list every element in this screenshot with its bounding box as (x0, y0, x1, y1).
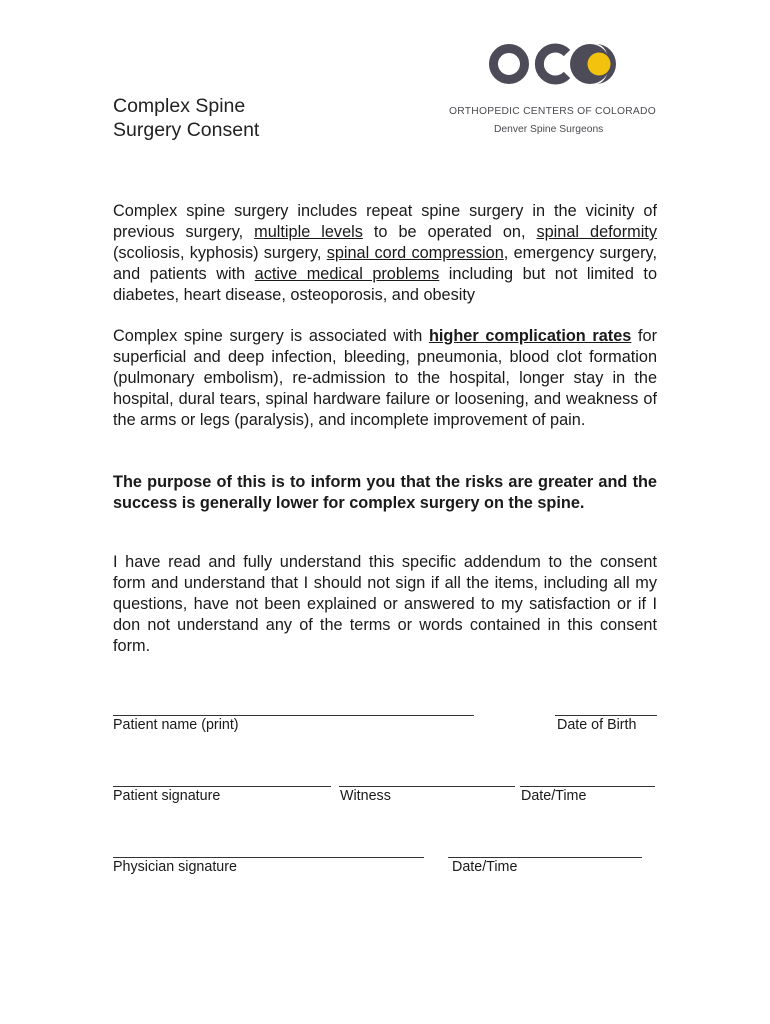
underlined-term: spinal cord compression (326, 244, 504, 262)
paragraph-purpose: The purpose of this is to inform you that the risks are greater and the success is generally lower for complex surgery on the spine. (113, 473, 657, 512)
patient-name-label: Patient name (print) (113, 717, 239, 733)
text-run: including but not limited to diabetes, heart disease, osteoporosis, and obesity (113, 265, 657, 304)
date-time-line-2[interactable] (448, 857, 642, 858)
page-title (113, 94, 259, 142)
date-time-line-1[interactable] (520, 786, 655, 787)
date-time-label-1: Date/Time (521, 788, 587, 804)
org-subtitle: Denver Spine Surgeons (494, 124, 604, 135)
text-run: Complex spine surgery includes repeat spine surgery in the vicinity of previous surgery, (113, 202, 657, 241)
text-run: (scoliosis, kyphosis) surgery, (113, 244, 327, 262)
date-of-birth-label: Date of Birth (557, 717, 637, 733)
occ-logo-mark (489, 40, 619, 90)
occ-logo (449, 40, 659, 140)
text-run: for superficial and deep infection, bleeding, pneumonia, blood clot formation (pulmonary embolism), re-admission to the hospital, longer stay in the hospital, dural tears, spinal hardware failure or loosening, and weakness of the arms or legs (paralysis), and incomplete improvement of pain. (113, 327, 657, 429)
physician-signature-line[interactable] (113, 857, 424, 858)
underlined-term: active medical problems (254, 265, 440, 283)
org-name: ORTHOPEDIC CENTERS OF COLORADO (449, 106, 656, 117)
underlined-term: multiple levels (254, 223, 363, 241)
paragraph-acknowledgement: I have read and fully understand this specific addendum to the consent form and understand that I should not sign if all the items, including all my questions, have not been explained or answered to my satisfaction or if I don not understand any of the terms or words contained in this consent form. (113, 553, 657, 655)
patient-signature-line[interactable] (113, 786, 331, 787)
paragraph-definition (113, 201, 657, 306)
title-line-2: Surgery Consent (113, 119, 260, 141)
text-run: , emergency surgery, and patients with (113, 244, 657, 283)
paragraph-risks (113, 326, 657, 431)
highlighted-term: higher complication rates (428, 327, 632, 345)
underlined-term: spinal deformity (536, 223, 657, 241)
witness-label: Witness (340, 788, 391, 804)
witness-line[interactable] (339, 786, 515, 787)
date-time-label-2: Date/Time (452, 859, 518, 875)
text-run: to be operated on, (362, 223, 537, 241)
date-of-birth-line[interactable] (555, 715, 657, 716)
title-line-1: Complex Spine (113, 95, 246, 117)
patient-name-line[interactable] (113, 715, 474, 716)
patient-signature-label: Patient signature (113, 788, 221, 804)
physician-signature-label: Physician signature (113, 859, 237, 875)
text-run: Complex spine surgery is associated with (113, 327, 429, 345)
